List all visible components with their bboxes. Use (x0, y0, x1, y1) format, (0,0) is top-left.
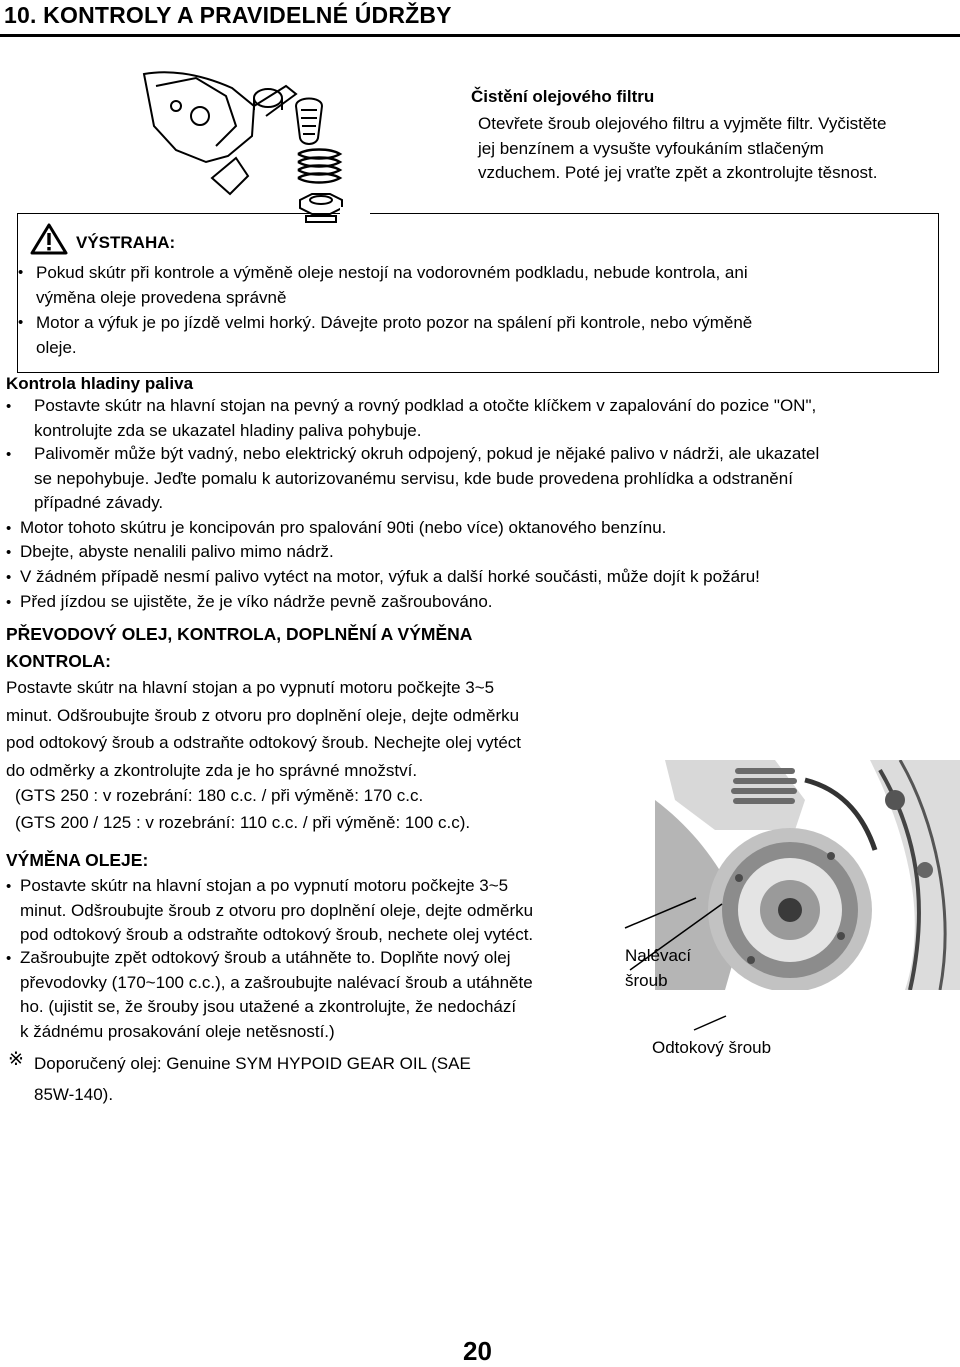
gear-oil-heading: PŘEVODOVÝ OLEJ, KONTROLA, DOPLNĚNÍ A VÝMĚNA (6, 624, 473, 644)
text-line: pod odtokový šroub a odstraňte odtokový šroub, nechete olej vytéct. (20, 925, 534, 944)
text-line: Zašroubujte zpět odtokový šroub a utáhněte to. Doplňte nový olej (20, 948, 511, 967)
text-line: Pokud skútr při kontrole a výměně oleje nestojí na vodorovném podkladu, nebude kontrola, ani (36, 263, 748, 282)
text-line: Motor a výfuk je po jízdě velmi horký. Dávejte proto pozor na spálení při kontrole, nebo výměně (36, 313, 753, 332)
bullet-icon: • (6, 878, 12, 895)
text-line: Motor tohoto skútru je koncipován pro spalování 90ti (nebo více) oktanového benzínu. (20, 518, 667, 537)
text-line: výměna oleje provedena správně (36, 288, 287, 307)
text-line: Otevřete šroub olejového filtru a vyjměte filtr. Vyčistěte (478, 114, 887, 133)
bullet-icon: • (6, 569, 12, 586)
text-line: Před jízdou se ujistěte, že je víko nádrže pevně zašroubováno. (20, 592, 493, 611)
gear-oil-check-text (6, 674, 646, 784)
oil-filter-instructions (478, 112, 918, 186)
text-line: do odměrky a zkontrolujte zda je ho správné množství. (6, 760, 418, 780)
text-line: Postavte skútr na hlavní stojan na pevný a rovný podklad a otočte klíčkem v zapalování do pozice "ON", (34, 396, 817, 415)
text-line: kontrolujte zda se ukazatel hladiny paliva pohybuje. (34, 420, 422, 440)
bullet-icon: • (6, 950, 12, 967)
oil-filter-illustration (136, 66, 368, 232)
bullet-icon: • (6, 594, 12, 611)
fuel-item (6, 540, 950, 565)
text-line: minut. Odšroubujte šroub z otvoru pro doplnění oleje, dejte odměrku (20, 900, 534, 920)
fuel-item (6, 516, 950, 541)
text-line: pod odtokový šroub a odstraňte odtokový šroub. Nechejte olej vytéct (6, 733, 522, 752)
label-pointer-lines (600, 820, 730, 1060)
text-line: V žádném případě nesmí palivo vytéct na motor, výfuk a další horké součásti, může dojít k požáru! (20, 567, 760, 586)
recommended-oil-note (34, 1048, 624, 1110)
oil-change-item (6, 946, 625, 1044)
warning-triangle-icon (30, 222, 68, 256)
oil-change-heading: VÝMĚNA OLEJE: (6, 850, 149, 870)
fuel-item (6, 394, 954, 443)
text-line: Doporučený olej: Genuine SYM HYPOID GEAR OIL (SAE (34, 1054, 471, 1073)
text-line: ho. (ujistit se, že šrouby jsou utažené a zkontrolujte, že nedochází (20, 997, 517, 1016)
title-divider (0, 34, 960, 37)
bullet-icon: • (6, 544, 12, 561)
text-line: vzduchem. Poté jej vraťte zpět a zkontrolujte těsnost. (478, 163, 878, 182)
warning-box-gap (340, 207, 370, 219)
oil-spec-gts200-125: (GTS 200 / 125 : v rozebrání: 110 c.c. / při výměně: 100 c.c). (15, 813, 471, 832)
note-symbol: ※ (8, 1049, 24, 1070)
text-line: 85W-140). (34, 1085, 114, 1104)
text-line: oleje. (36, 338, 77, 357)
text-line: Dbejte, abyste nenalili palivo mimo nádrž. (20, 542, 334, 561)
text-line: se nepohybuje. Jeďte pomalu k autorizovanému servisu, kde bude provedena prohlídka a odstranění (34, 468, 793, 488)
bullet-icon: • (18, 314, 24, 331)
text-line: Nalévací (625, 946, 692, 965)
text-line: minut. Odšroubujte šroub z otvoru pro doplnění oleje, dejte odměrku (6, 705, 520, 725)
bullet-icon: • (18, 264, 24, 281)
oil-change-item (6, 874, 625, 948)
drain-bolt-label: Odtokový šroub (652, 1038, 772, 1057)
fuel-item (6, 565, 950, 590)
bullet-icon: • (6, 520, 12, 537)
text-line: Palivoměr může být vadný, nebo elektrický okruh odpojený, pokud je nějaké palivo v nádrži, ale ukazatel (34, 444, 820, 463)
page-title: 10. KONTROLY A PRAVIDELNÉ ÚDRŽBY (4, 2, 452, 28)
gear-oil-check-heading: KONTROLA: (6, 651, 111, 671)
text-line: případné závady. (34, 493, 164, 512)
text-line: k žádnému prosakování oleje netěsností.) (20, 1021, 335, 1041)
oil-spec-gts250: (GTS 250 : v rozebrání: 180 c.c. / při výměně: 170 c.c. (15, 786, 424, 805)
page-number: 20 (463, 1336, 492, 1366)
text-line: šroub (625, 971, 668, 990)
text-line: Postavte skútr na hlavní stojan a po vypnutí motoru počkejte 3~5 (6, 678, 495, 697)
fuel-item (6, 442, 954, 516)
bullet-icon: • (6, 446, 12, 463)
filler-bolt-label (625, 943, 691, 993)
warning-item (18, 260, 926, 310)
bullet-icon: • (6, 398, 12, 415)
text-line: jej benzínem a vysušte vyfoukáním stlačeným (478, 138, 824, 158)
warning-item (18, 310, 926, 360)
fuel-item (6, 590, 950, 615)
warning-title: VÝSTRAHA: (76, 233, 176, 252)
text-line: Postavte skútr na hlavní stojan a po vypnutí motoru počkejte 3~5 (20, 876, 509, 895)
text-line: převodovky (170~100 c.c.), a zašroubujte nalévací šroub a utáhněte (20, 972, 533, 992)
fuel-check-heading: Kontrola hladiny paliva (6, 374, 194, 393)
oil-filter-heading: Čistění olejového filtru (471, 87, 655, 106)
